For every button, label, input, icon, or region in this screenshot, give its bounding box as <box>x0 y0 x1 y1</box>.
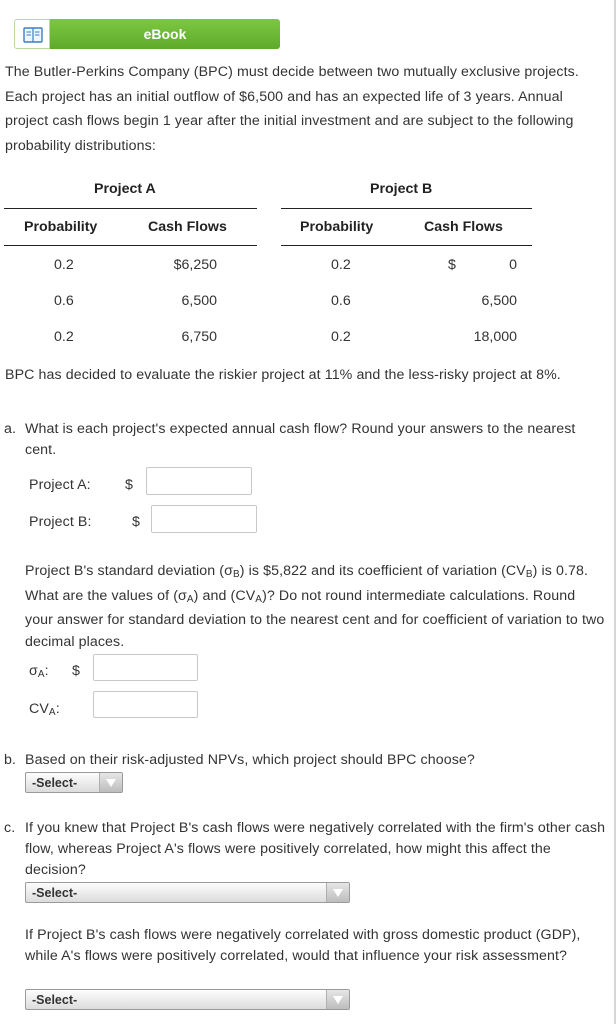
cv-a-label <box>29 699 60 723</box>
subscript: A <box>37 669 45 680</box>
std-dev-text: )? Do not round intermediate calculations. Round your answer for standard deviation to the nearest cent and for coefficient of variation to two decimal places. <box>25 587 605 650</box>
project-a-title: Project A <box>94 181 156 197</box>
chevron-down-icon[interactable] <box>326 990 349 1009</box>
table-cell: 6,500 <box>481 293 517 309</box>
project-a-col-probability: Probability <box>24 219 98 235</box>
dollar-sign: $ <box>125 477 133 493</box>
table-cell-dollar: $ <box>448 257 456 273</box>
table-cell: 6,750 <box>181 329 217 345</box>
table-cell: 0.6 <box>54 293 74 309</box>
project-b-title: Project B <box>370 181 433 197</box>
part-a-marker: a. <box>4 421 17 437</box>
part-a-question: What is each project's expected annual cash flow? Round your answers to the nearest cent. <box>25 421 576 458</box>
table-cell: 0.2 <box>54 257 74 273</box>
table-cell: 0.2 <box>54 329 74 345</box>
part-b-select[interactable] <box>25 772 123 793</box>
table-cell: 0.2 <box>331 257 351 273</box>
table-cell: 18,000 <box>473 329 517 345</box>
part-c-select-2[interactable] <box>25 989 350 1010</box>
select-value: -Select- <box>32 993 78 1007</box>
sigma-a-input[interactable] <box>93 654 198 681</box>
select-value: -Select- <box>32 776 78 790</box>
table-rule-header-a <box>4 245 257 246</box>
std-dev-text: ) is 0.78. What are the values of (σ <box>25 563 589 604</box>
discount-rate-text: BPC has decided to evaluate the riskier project at 11% and the less-risky project at 8%. <box>5 367 561 383</box>
project-a-label: Project A: <box>29 477 91 493</box>
subscript: B <box>525 569 533 580</box>
problem-intro-text: The Butler-Perkins Company (BPC) must decide between two mutually exclusive projects. Each project has an initial outflow of $6,500 and has an expected life of 3 years. Annual project cash flows begin 1 year after the initial investment and are subject to the following probability distributions: <box>5 64 579 154</box>
ebook-icon[interactable] <box>14 19 50 49</box>
colon: : <box>55 701 60 717</box>
sigma-a-label <box>29 661 49 685</box>
ebook-button[interactable]: eBook <box>50 19 280 49</box>
project-a-expected-cf-input[interactable] <box>146 467 252 495</box>
table-cell: 6,500 <box>181 293 217 309</box>
table-cell: 0.2 <box>331 329 351 345</box>
dollar-sign: $ <box>132 514 140 530</box>
std-dev-text: ) and (CV <box>193 587 256 604</box>
subscript: A <box>186 593 194 605</box>
subscript: A <box>255 593 263 605</box>
cv-a-input[interactable] <box>93 691 198 718</box>
colon: : <box>44 663 49 679</box>
table-cell: 0.6 <box>331 293 351 309</box>
std-dev-text: Project B's standard deviation (σ <box>25 563 233 579</box>
cv-symbol: CV <box>29 701 49 717</box>
std-dev-question <box>25 561 607 653</box>
subscript: B <box>232 569 240 580</box>
dollar-sign: $ <box>72 663 80 679</box>
part-c-select-1[interactable] <box>25 882 350 903</box>
project-a-col-cash-flows: Cash Flows <box>148 219 227 235</box>
table-cell: $6,250 <box>173 257 217 273</box>
sigma-symbol: σ <box>29 663 38 679</box>
chevron-down-icon[interactable] <box>326 883 349 902</box>
project-b-col-probability: Probability <box>300 219 374 235</box>
part-b-question: Based on their risk-adjusted NPVs, which project should BPC choose? <box>25 752 475 768</box>
project-b-col-cash-flows: Cash Flows <box>424 219 503 235</box>
part-c-marker: c. <box>4 820 16 836</box>
table-rule-top-a <box>4 208 257 209</box>
select-value: -Select- <box>32 886 78 900</box>
chevron-down-icon[interactable] <box>99 773 122 792</box>
subscript: A <box>48 707 56 718</box>
project-b-expected-cf-input[interactable] <box>151 505 257 533</box>
part-b-marker: b. <box>4 752 17 768</box>
part-c-question: If you knew that Project B's cash flows were negatively correlated with the firm's other cash flow, whereas Project A's flows were positively correlated, how might this affect the decision? <box>25 820 606 878</box>
part-c-question-2: If Project B's cash flows were negatively correlated with gross domestic product (GDP), while A's flows were positively correlated, would that influence your risk assessment? <box>25 927 581 964</box>
table-rule-header-b <box>281 245 532 246</box>
table-rule-top-b <box>281 208 532 209</box>
project-b-label: Project B: <box>29 514 92 530</box>
std-dev-text: ) is $5,822 and its coefficient of variation (CV <box>239 563 526 579</box>
table-cell: 0 <box>509 257 517 273</box>
